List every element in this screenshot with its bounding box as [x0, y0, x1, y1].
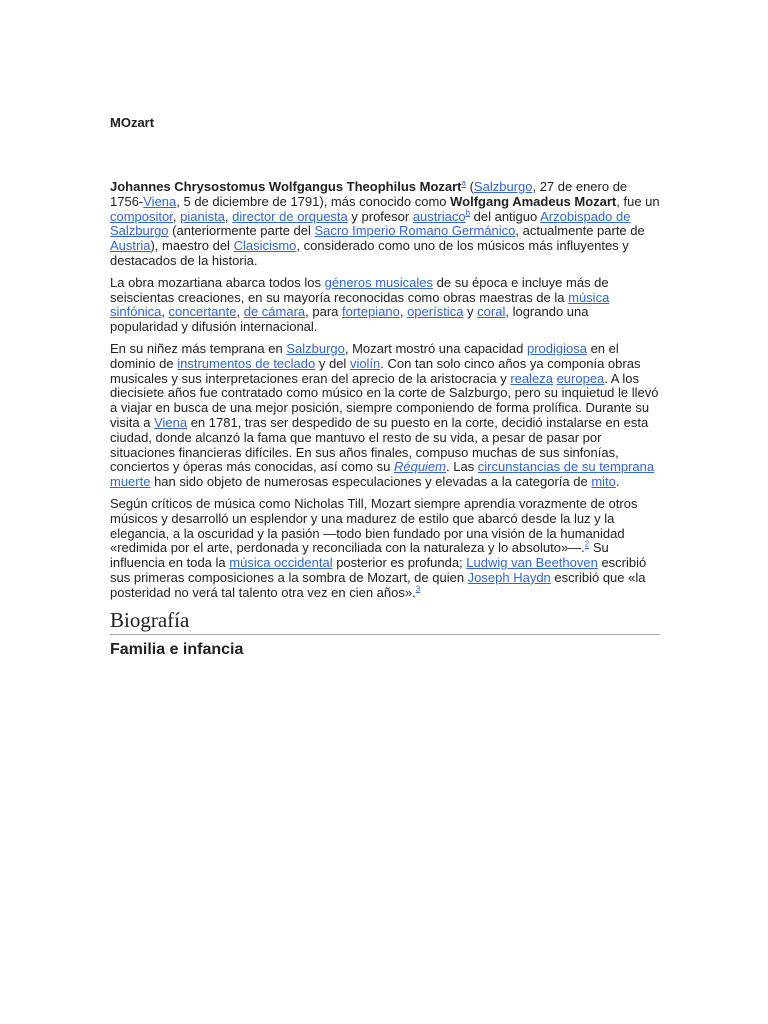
link-viena[interactable]: Viena	[143, 193, 177, 209]
link-generos-musicales[interactable]: géneros musicales	[324, 274, 434, 290]
link-musica-occidental[interactable]: música occidental	[229, 555, 333, 571]
link-beethoven[interactable]: Ludwig van Beethoven	[466, 555, 598, 571]
link-compositor[interactable]: compositor	[110, 208, 173, 224]
link-violin[interactable]: violín	[349, 355, 381, 371]
section-heading-biografia: Biografía	[110, 608, 660, 635]
link-clasicismo[interactable]: Clasicismo	[233, 238, 297, 254]
link-realeza[interactable]: realeza	[510, 370, 553, 386]
link-instrumentos-de-teclado[interactable]: instrumentos de teclado	[177, 355, 316, 371]
link-sacro-imperio[interactable]: Sacro Imperio Romano Germánico	[314, 223, 516, 239]
link-requiem[interactable]: Réquiem	[393, 459, 446, 475]
document-title: MOzart	[110, 115, 155, 130]
link-director-de-orquesta[interactable]: director de orquesta	[232, 208, 348, 224]
link-salzburgo-2[interactable]: Salzburgo	[286, 340, 345, 356]
intro-paragraph: Johannes Chrysostomus Wolfgangus Theophilus Mozart$^a$ (Salzburgo, 27 de enero de 1756-Viena, 5 de diciembre de 1791), más conocido como Wolfgang Amadeus Mozart, fue un compositor, pianista, director de orquesta y profesor austriaco$^b$ del antiguo Arzobispado de Salzburgo (anteriormente parte del Sacro Imperio Romano Germánico, actualmente parte de Austria), maestro del Clasicismo, considerado como uno de los músicos más influyentes y destacados de la historia.	[110, 178, 660, 268]
footnote-ref-3[interactable]: 3	[415, 584, 421, 594]
full-name: Johannes Chrysostomus Wolfgangus Theophilus Mozart	[110, 179, 462, 194]
link-salzburgo[interactable]: Salzburgo	[473, 179, 533, 194]
subsection-heading-familia: Familia e infancia	[110, 640, 244, 658]
works-paragraph: La obra mozartiana abarca todos los géneros musicales de su época e incluye más de seiscientas creaciones, en su mayoría reconocidas como obras maestras de la música sinfónica, concertante, de cámara, para fortepiano, operística y coral, logrando una popularidad y difusión internacional.	[110, 274, 610, 335]
link-operistica[interactable]: operística	[407, 304, 464, 320]
footnote-ref-2[interactable]: 2	[584, 540, 590, 549]
link-concertante[interactable]: concertante	[168, 304, 237, 320]
link-fortepiano[interactable]: fortepiano	[342, 304, 400, 320]
link-europea[interactable]: europea	[556, 370, 605, 386]
influence-paragraph: Según críticos de música como Nicholas Till, Mozart siempre aprendía vorazmente de otros músicos y desarrolló un esplendor y una madurez de estilo que abarcó desde la luz y la elegancia, a la oscuridad y la pasión —todo bien fundado por una visión de la humanidad «redimida por el arte, perdonada y reconciliada con la naturaleza y lo absoluto»—.$^2$ Su influencia en toda la música occidental posterior es profunda; Ludwig van Beethoven escribió sus primeras composiciones a la sombra de Mozart, de quien Joseph Haydn escribió que «la posteridad no verá tal talento otra vez en cien años».$^3$	[110, 495, 647, 600]
link-prodigiosa[interactable]: prodigiosa	[526, 340, 587, 356]
link-austria[interactable]: Austria	[110, 238, 151, 254]
link-circunstancias-muerte[interactable]: circunstancias de su temprana muerte	[110, 459, 655, 490]
link-de-camara[interactable]: de cámara	[243, 304, 306, 320]
childhood-paragraph: En su niñez más temprana en Salzburgo, Mozart mostró una capacidad prodigiosa en el dominio de instrumentos de teclado y del violín. Con tan solo cinco años ya componía obras musicales y sus interpretaciones eran del aprecio de la aristocracia y realeza europea. A los diecisiete años fue contratado como músico en la corte de Salzburgo, pero su inquietud le llevó a viajar en busca de una mejor posición, siempre componiendo de forma prolífica. Durante su visita a Viena en 1781, tras ser despedido de su puesto en la corte, decidió instalarse en esta ciudad, donde alcanzó la fama que mantuvo el resto de su vida, a pesar de pasar por situaciones financieras difíciles. En sus años finales, compuso muchas de sus sinfonías, conciertos y óperas más conocidas, así como su Réquiem. Las circunstancias de su temprana muerte han sido objeto de numerosas especulaciones y elevadas a la categoría de mito.	[110, 340, 659, 490]
link-coral[interactable]: coral	[477, 304, 506, 320]
link-pianista[interactable]: pianista	[180, 208, 225, 224]
footnote-ref-b[interactable]: b	[465, 208, 471, 218]
link-mito[interactable]: mito	[591, 474, 616, 490]
link-musica-sinfonica[interactable]: música sinfónica	[110, 289, 610, 320]
footnote-ref-a[interactable]: a	[461, 178, 466, 188]
link-austriaco[interactable]: austriaco	[412, 208, 466, 224]
article-body	[110, 180, 660, 660]
link-arzobispado[interactable]: Arzobispado de Salzburgo	[110, 208, 631, 239]
link-haydn[interactable]: Joseph Haydn	[467, 569, 551, 585]
link-viena-2[interactable]: Viena	[154, 414, 188, 430]
known-name: Wolfgang Amadeus Mozart	[450, 193, 617, 209]
